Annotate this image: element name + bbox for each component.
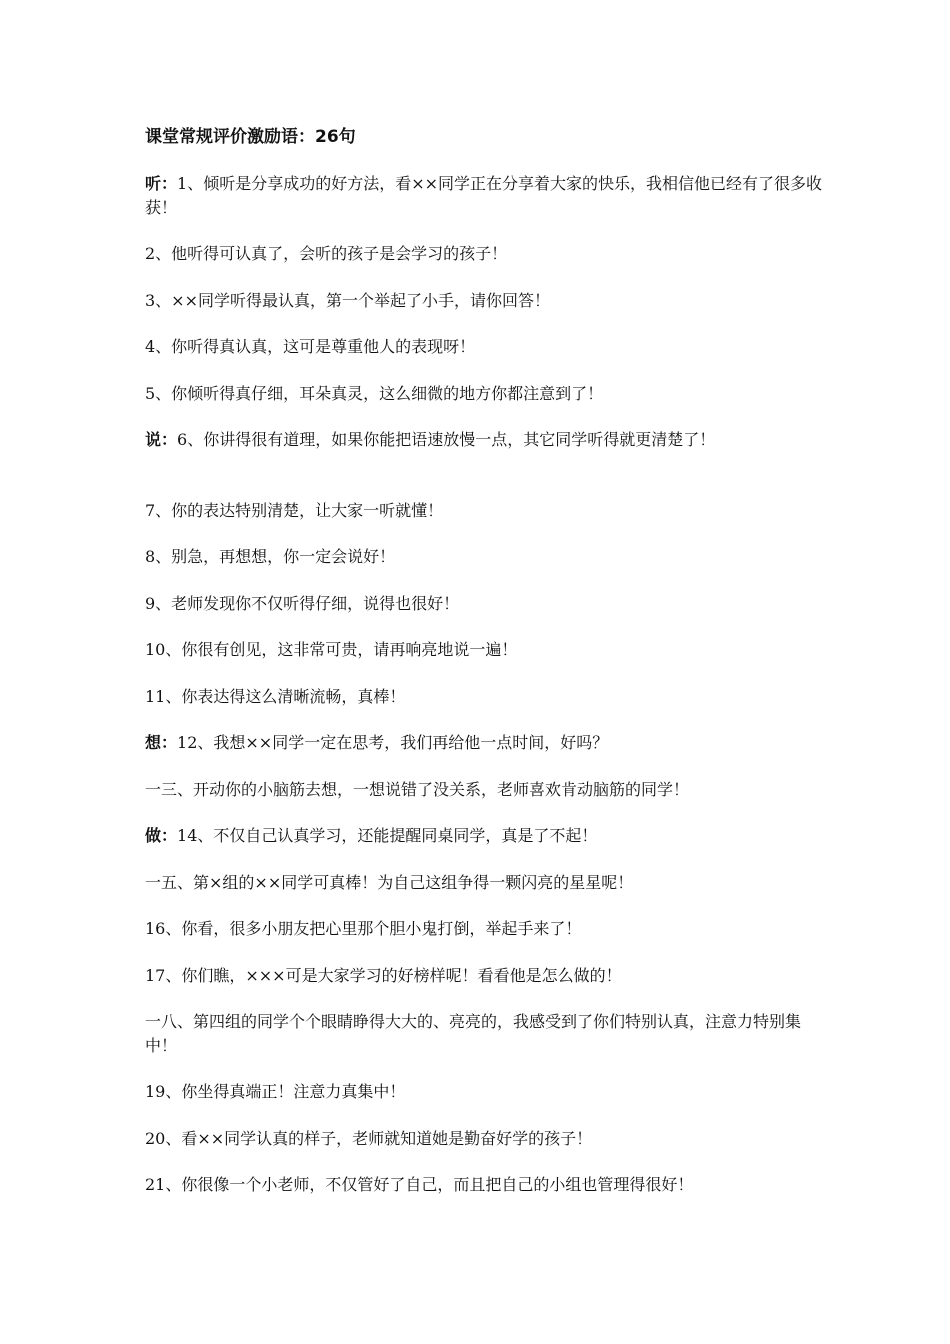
paragraph xyxy=(145,335,825,359)
paragraph-text: 19、你坐得真端正！注意力真集中！ xyxy=(145,1082,406,1101)
paragraph xyxy=(145,1010,825,1057)
document-title: 课堂常规评价激励语：26句 xyxy=(145,127,356,147)
paragraph xyxy=(145,731,825,755)
paragraph-text: 一八、第四组的同学个个眼睛睁得大大的、亮亮的，我感受到了你们特别认真，注意力特别集中！ xyxy=(145,1012,802,1055)
paragraph-text: 12、我想××同学一定在思考，我们再给他一点时间，好吗？ xyxy=(177,733,609,752)
paragraph xyxy=(145,1127,825,1151)
paragraph xyxy=(145,545,825,569)
section-label: 说： xyxy=(145,430,178,449)
paragraph-text: 3、××同学听得最认真，第一个举起了小手，请你回答！ xyxy=(145,290,550,310)
paragraph xyxy=(145,824,825,848)
section-label: 听： xyxy=(145,174,178,193)
paragraph xyxy=(145,638,825,662)
paragraph xyxy=(145,778,825,802)
paragraph xyxy=(145,917,825,941)
paragraph-text: 10、你很有创见，这非常可贵，请再响亮地说一遍！ xyxy=(145,640,518,659)
paragraph-text: 16、你看，很多小朋友把心里那个胆小鬼打倒，举起手来了！ xyxy=(145,919,582,938)
paragraph xyxy=(145,1173,825,1197)
section-label: 想： xyxy=(145,733,178,752)
section-label: 做： xyxy=(145,826,178,845)
paragraph-text: 14、不仅自己认真学习，还能提醒同桌同学，真是了不起！ xyxy=(177,826,598,845)
paragraph xyxy=(145,242,825,266)
paragraph-text: 2、他听得可认真了，会听的孩子是会学习的孩子！ xyxy=(145,244,508,263)
paragraph xyxy=(145,592,825,616)
paragraph-text: 4、你听得真认真，这可是尊重他人的表现呀！ xyxy=(145,337,476,356)
paragraph-text: 8、别急，再想想，你一定会说好！ xyxy=(145,547,396,566)
paragraph-text: 6、你讲得很有道理，如果你能把语速放慢一点，其它同学听得就更清楚了！ xyxy=(177,430,716,449)
paragraph xyxy=(145,1080,825,1104)
paragraph xyxy=(145,499,825,523)
paragraph-text: 20、看××同学认真的样子，老师就知道她是勤奋好学的孩子！ xyxy=(145,1128,593,1148)
paragraph-text: 1、倾听是分享成功的好方法，看××同学正在分享着大家的快乐，我相信他已经有了很多收获！ xyxy=(145,174,823,217)
paragraph-text: 一三、开动你的小脑筋去想，一想说错了没关系，老师喜欢肯动脑筋的同学！ xyxy=(145,779,690,799)
paragraph-text: 21、你很像一个小老师，不仅管好了自己，而且把自己的小组也管理得很好！ xyxy=(145,1175,694,1194)
paragraph-text: 17、你们瞧，×××可是大家学习的好榜样呢！看看他是怎么做的！ xyxy=(145,965,622,985)
paragraph xyxy=(145,964,825,988)
paragraph xyxy=(145,289,825,313)
paragraph xyxy=(145,428,825,452)
paragraph-text: 7、你的表达特别清楚，让大家一听就懂！ xyxy=(145,500,444,520)
paragraph-text: 5、你倾听得真仔细，耳朵真灵，这么细微的地方你都注意到了！ xyxy=(145,383,604,403)
paragraph xyxy=(145,172,825,219)
paragraph xyxy=(145,685,825,709)
paragraph-text: 11、你表达得这么清晰流畅，真棒！ xyxy=(145,686,406,706)
paragraph xyxy=(145,871,825,895)
paragraph-text: 9、老师发现你不仅听得仔细，说得也很好！ xyxy=(145,593,460,613)
document-page xyxy=(145,124,825,1220)
paragraph-text: 一五、第×组的××同学可真棒！为自己这组争得一颗闪亮的星星呢！ xyxy=(145,872,634,892)
paragraph xyxy=(145,382,825,406)
